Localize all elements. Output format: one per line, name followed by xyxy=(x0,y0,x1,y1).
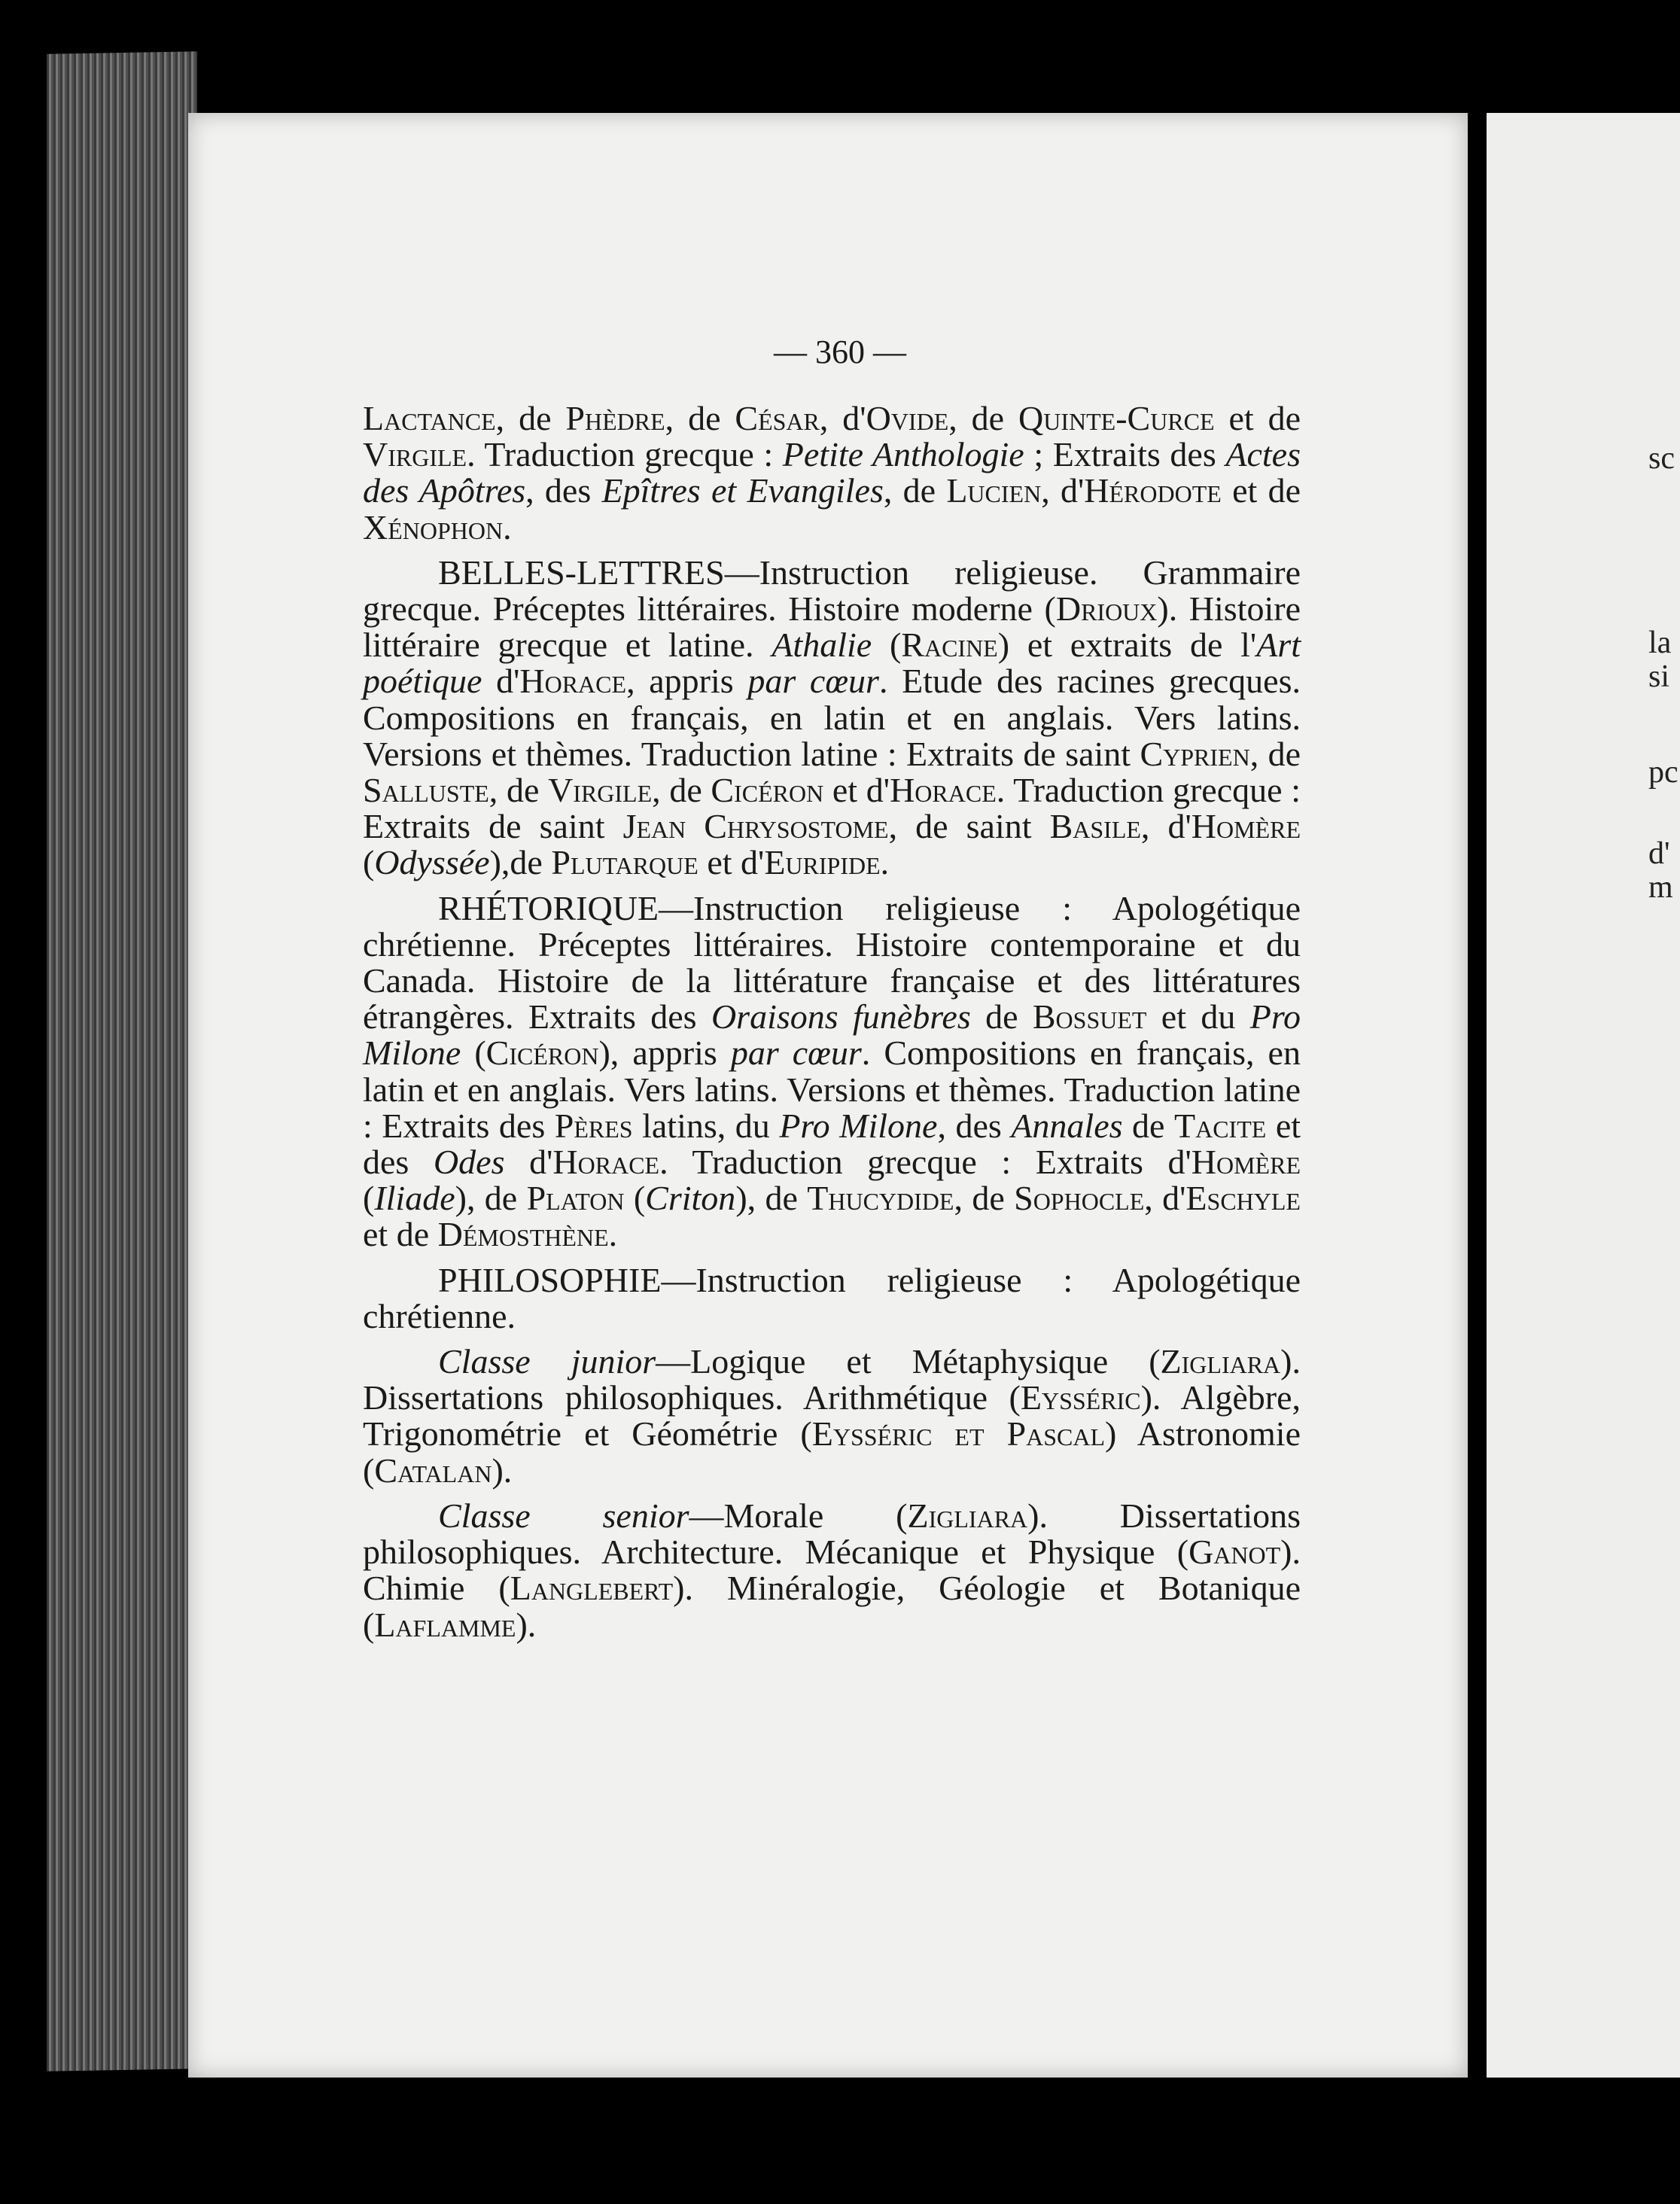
text-run: . Compositions en français, en latin et en anglais. Vers latins. Versions et thèmes. Traduction latine : Extraits des xyxy=(363,1034,1301,1145)
name-small-caps: Ovide xyxy=(866,399,949,437)
text-run: , d' xyxy=(1144,1179,1186,1218)
title-italic: par cœur xyxy=(747,662,879,701)
text-run: , de xyxy=(948,399,1018,437)
name-small-caps: Eschyle xyxy=(1185,1179,1301,1218)
text-run: ). xyxy=(492,1451,513,1490)
name-small-caps: Eysséric xyxy=(1020,1378,1141,1417)
name-small-caps: Pères xyxy=(554,1106,633,1145)
body-text xyxy=(363,400,1301,1652)
title-italic: Annales xyxy=(1011,1106,1123,1145)
right-page-fragment: si xyxy=(1648,659,1670,694)
text-run: . Traduction grecque : xyxy=(467,435,783,474)
text-run: ( xyxy=(872,626,902,665)
right-page-fragment: d' xyxy=(1648,836,1670,871)
text-run: latins, du xyxy=(632,1106,780,1145)
title-italic: Petite Anthologie xyxy=(782,435,1024,474)
title-italic: Pro Milone xyxy=(363,997,1301,1073)
text-run: ( xyxy=(363,1179,375,1218)
text-run: ). Minéralogie, Géologie et Botanique ( xyxy=(363,1569,1301,1644)
text-run: ). Dissertations philosophiques. Architecture. Mécanique et Physique ( xyxy=(363,1496,1301,1572)
text-run: ), de xyxy=(735,1179,808,1218)
title-italic: Classe junior xyxy=(438,1342,656,1381)
text-run: , de saint xyxy=(888,807,1050,846)
text-run: , d' xyxy=(819,399,866,437)
name-small-caps: Cyprien xyxy=(1140,734,1250,773)
text-run: ) Astronomie ( xyxy=(363,1414,1301,1490)
text-run: , de xyxy=(954,1179,1015,1218)
paragraph xyxy=(363,890,1301,1253)
paragraph xyxy=(363,400,1301,546)
name-small-caps: Démosthène xyxy=(437,1215,609,1254)
name-small-caps: Drioux xyxy=(1055,589,1158,629)
name-small-caps: Horace xyxy=(890,771,997,810)
name-small-caps: Quinte-Curce xyxy=(1018,399,1215,437)
name-small-caps: Salluste xyxy=(363,771,489,810)
text-run: ). Dissertations philosophiques. Arithmétique ( xyxy=(363,1342,1301,1417)
text-run: PHILOSOPHIE—Instruction religieuse : Apologétique chrétienne. xyxy=(363,1260,1301,1335)
text-run: ), de xyxy=(455,1179,527,1218)
name-small-caps: Virgile xyxy=(548,771,653,810)
text-run: ). Algèbre, Trigonométrie et Géométrie ( xyxy=(363,1378,1301,1454)
title-italic: Actes des Apôtres xyxy=(363,435,1301,510)
title-italic: Criton xyxy=(645,1179,736,1218)
text-run: ) et extraits de l' xyxy=(997,626,1257,665)
text-run: ). xyxy=(516,1605,537,1644)
text-run: , de xyxy=(488,771,549,810)
text-run: ; Extraits des xyxy=(1024,435,1226,474)
text-run: ( xyxy=(461,1034,486,1073)
text-run: d' xyxy=(504,1143,553,1182)
text-run: . Traduction grecque : Extraits de saint xyxy=(363,771,1301,846)
title-italic: Pro Milone xyxy=(779,1106,938,1145)
text-run: et d' xyxy=(698,843,765,882)
text-run: BELLES-LETTRES—Instruction religieuse. Grammaire grecque. Préceptes littéraires. Histoire moderne ( xyxy=(363,553,1301,629)
text-run: , de xyxy=(652,771,711,810)
text-run: . Traduction grecque : Extraits d' xyxy=(659,1143,1192,1182)
paragraph xyxy=(363,555,1301,881)
text-run: —Morale ( xyxy=(689,1496,908,1535)
name-small-caps: Basile xyxy=(1049,807,1141,846)
right-page-fragment: m xyxy=(1648,870,1673,905)
title-italic: Art poétique xyxy=(363,626,1301,701)
right-page-fragment: sc xyxy=(1648,441,1675,476)
text-run: ). Chimie ( xyxy=(363,1533,1301,1608)
text-run: et du xyxy=(1146,997,1250,1037)
title-italic: Epîtres et Evangiles xyxy=(601,471,884,510)
text-run: , de xyxy=(665,399,735,437)
name-small-caps: Catalan xyxy=(374,1451,492,1490)
title-italic: Odes xyxy=(433,1143,505,1182)
text-run: , des xyxy=(525,471,602,510)
text-run: RHÉTORIQUE—Instruction religieuse : Apologétique chrétienne. Préceptes littéraires. Histoire contemporaine et du Canada. Histoire de la littérature française et des littératures étrangères. Extraits des xyxy=(363,888,1301,1037)
text-run: , de xyxy=(1249,734,1301,773)
name-small-caps: Horace xyxy=(519,662,627,701)
title-italic: Odyssée xyxy=(374,843,490,882)
name-small-caps: Langlebert xyxy=(510,1569,674,1608)
text-run: . xyxy=(503,507,512,546)
text-run: , d' xyxy=(1041,471,1085,510)
text-run: d' xyxy=(482,662,520,701)
name-small-caps: Zigliara xyxy=(1160,1342,1281,1381)
title-italic: Athalie xyxy=(772,626,872,665)
text-run: , d' xyxy=(1140,807,1192,846)
name-small-caps: Platon xyxy=(526,1179,625,1218)
text-run: et de xyxy=(1214,399,1301,437)
page-number xyxy=(0,333,1680,371)
name-small-caps: Homère xyxy=(1191,807,1301,846)
name-small-caps: Horace xyxy=(552,1143,660,1182)
name-small-caps: Euripide xyxy=(764,843,881,882)
text-run: et des xyxy=(363,1106,1301,1182)
name-small-caps: Thucydide xyxy=(807,1179,954,1218)
title-italic: par cœur xyxy=(730,1034,862,1073)
right-page xyxy=(1487,113,1680,2078)
name-small-caps: Jean Chrysostome xyxy=(622,807,889,846)
text-run: , des xyxy=(937,1106,1012,1145)
text-run: ( xyxy=(624,1179,646,1218)
text-run: de xyxy=(970,997,1033,1037)
name-small-caps: Ganot xyxy=(1188,1533,1281,1572)
text-run: . xyxy=(880,843,890,882)
title-italic: Classe senior xyxy=(438,1496,689,1535)
paragraph xyxy=(363,1262,1301,1335)
name-small-caps: Cicéron xyxy=(485,1034,599,1073)
name-small-caps: Xénophon xyxy=(363,507,504,546)
paragraph xyxy=(363,1498,1301,1643)
text-run: et d' xyxy=(823,771,890,810)
name-small-caps: Homère xyxy=(1191,1143,1301,1182)
name-small-caps: Cicéron xyxy=(711,771,824,810)
name-small-caps: Lucien xyxy=(946,471,1042,510)
text-run: et de xyxy=(1221,471,1301,510)
text-run: ). Histoire littéraire grecque et latine. xyxy=(363,589,1301,665)
text-run: ( xyxy=(363,843,375,882)
page-number-text: — 360 — xyxy=(774,333,906,370)
name-small-caps: César xyxy=(735,399,820,437)
text-run: —Logique et Métaphysique ( xyxy=(656,1342,1161,1381)
name-small-caps: Racine xyxy=(901,626,998,665)
name-small-caps: Lactance xyxy=(363,399,496,437)
paragraph xyxy=(363,1344,1301,1489)
text-run: . Etude des racines grecques. Compositions en français, en latin et en anglais. Vers latins. Versions et thèmes. Traduction latine : Extraits de saint xyxy=(363,662,1301,773)
name-small-caps: Plutarque xyxy=(551,843,698,882)
name-small-caps: Sophocle xyxy=(1014,1179,1145,1218)
text-run: ), appris xyxy=(598,1034,731,1073)
name-small-caps: Phèdre xyxy=(565,399,665,437)
name-small-caps: Bossuet xyxy=(1032,997,1147,1037)
name-small-caps: Laflamme xyxy=(374,1605,516,1644)
text-run: ),de xyxy=(489,843,552,882)
text-run: , appris xyxy=(626,662,748,701)
title-italic: Iliade xyxy=(374,1179,455,1218)
text-run: . xyxy=(608,1215,618,1254)
text-run: et de xyxy=(363,1215,438,1254)
name-small-caps: Tacite xyxy=(1173,1106,1267,1145)
text-run: , de xyxy=(883,471,947,510)
name-small-caps: Virgile xyxy=(363,435,467,474)
title-italic: Oraisons funèbres xyxy=(711,997,971,1037)
name-small-caps: Zigliara xyxy=(907,1496,1028,1535)
name-small-caps: Eysséric et Pascal xyxy=(811,1414,1106,1454)
right-page-fragment: la xyxy=(1648,626,1672,660)
text-run: , de xyxy=(495,399,566,437)
right-page-fragment: pc xyxy=(1648,755,1678,790)
name-small-caps: Hérodote xyxy=(1084,471,1222,510)
text-run: de xyxy=(1122,1106,1174,1145)
